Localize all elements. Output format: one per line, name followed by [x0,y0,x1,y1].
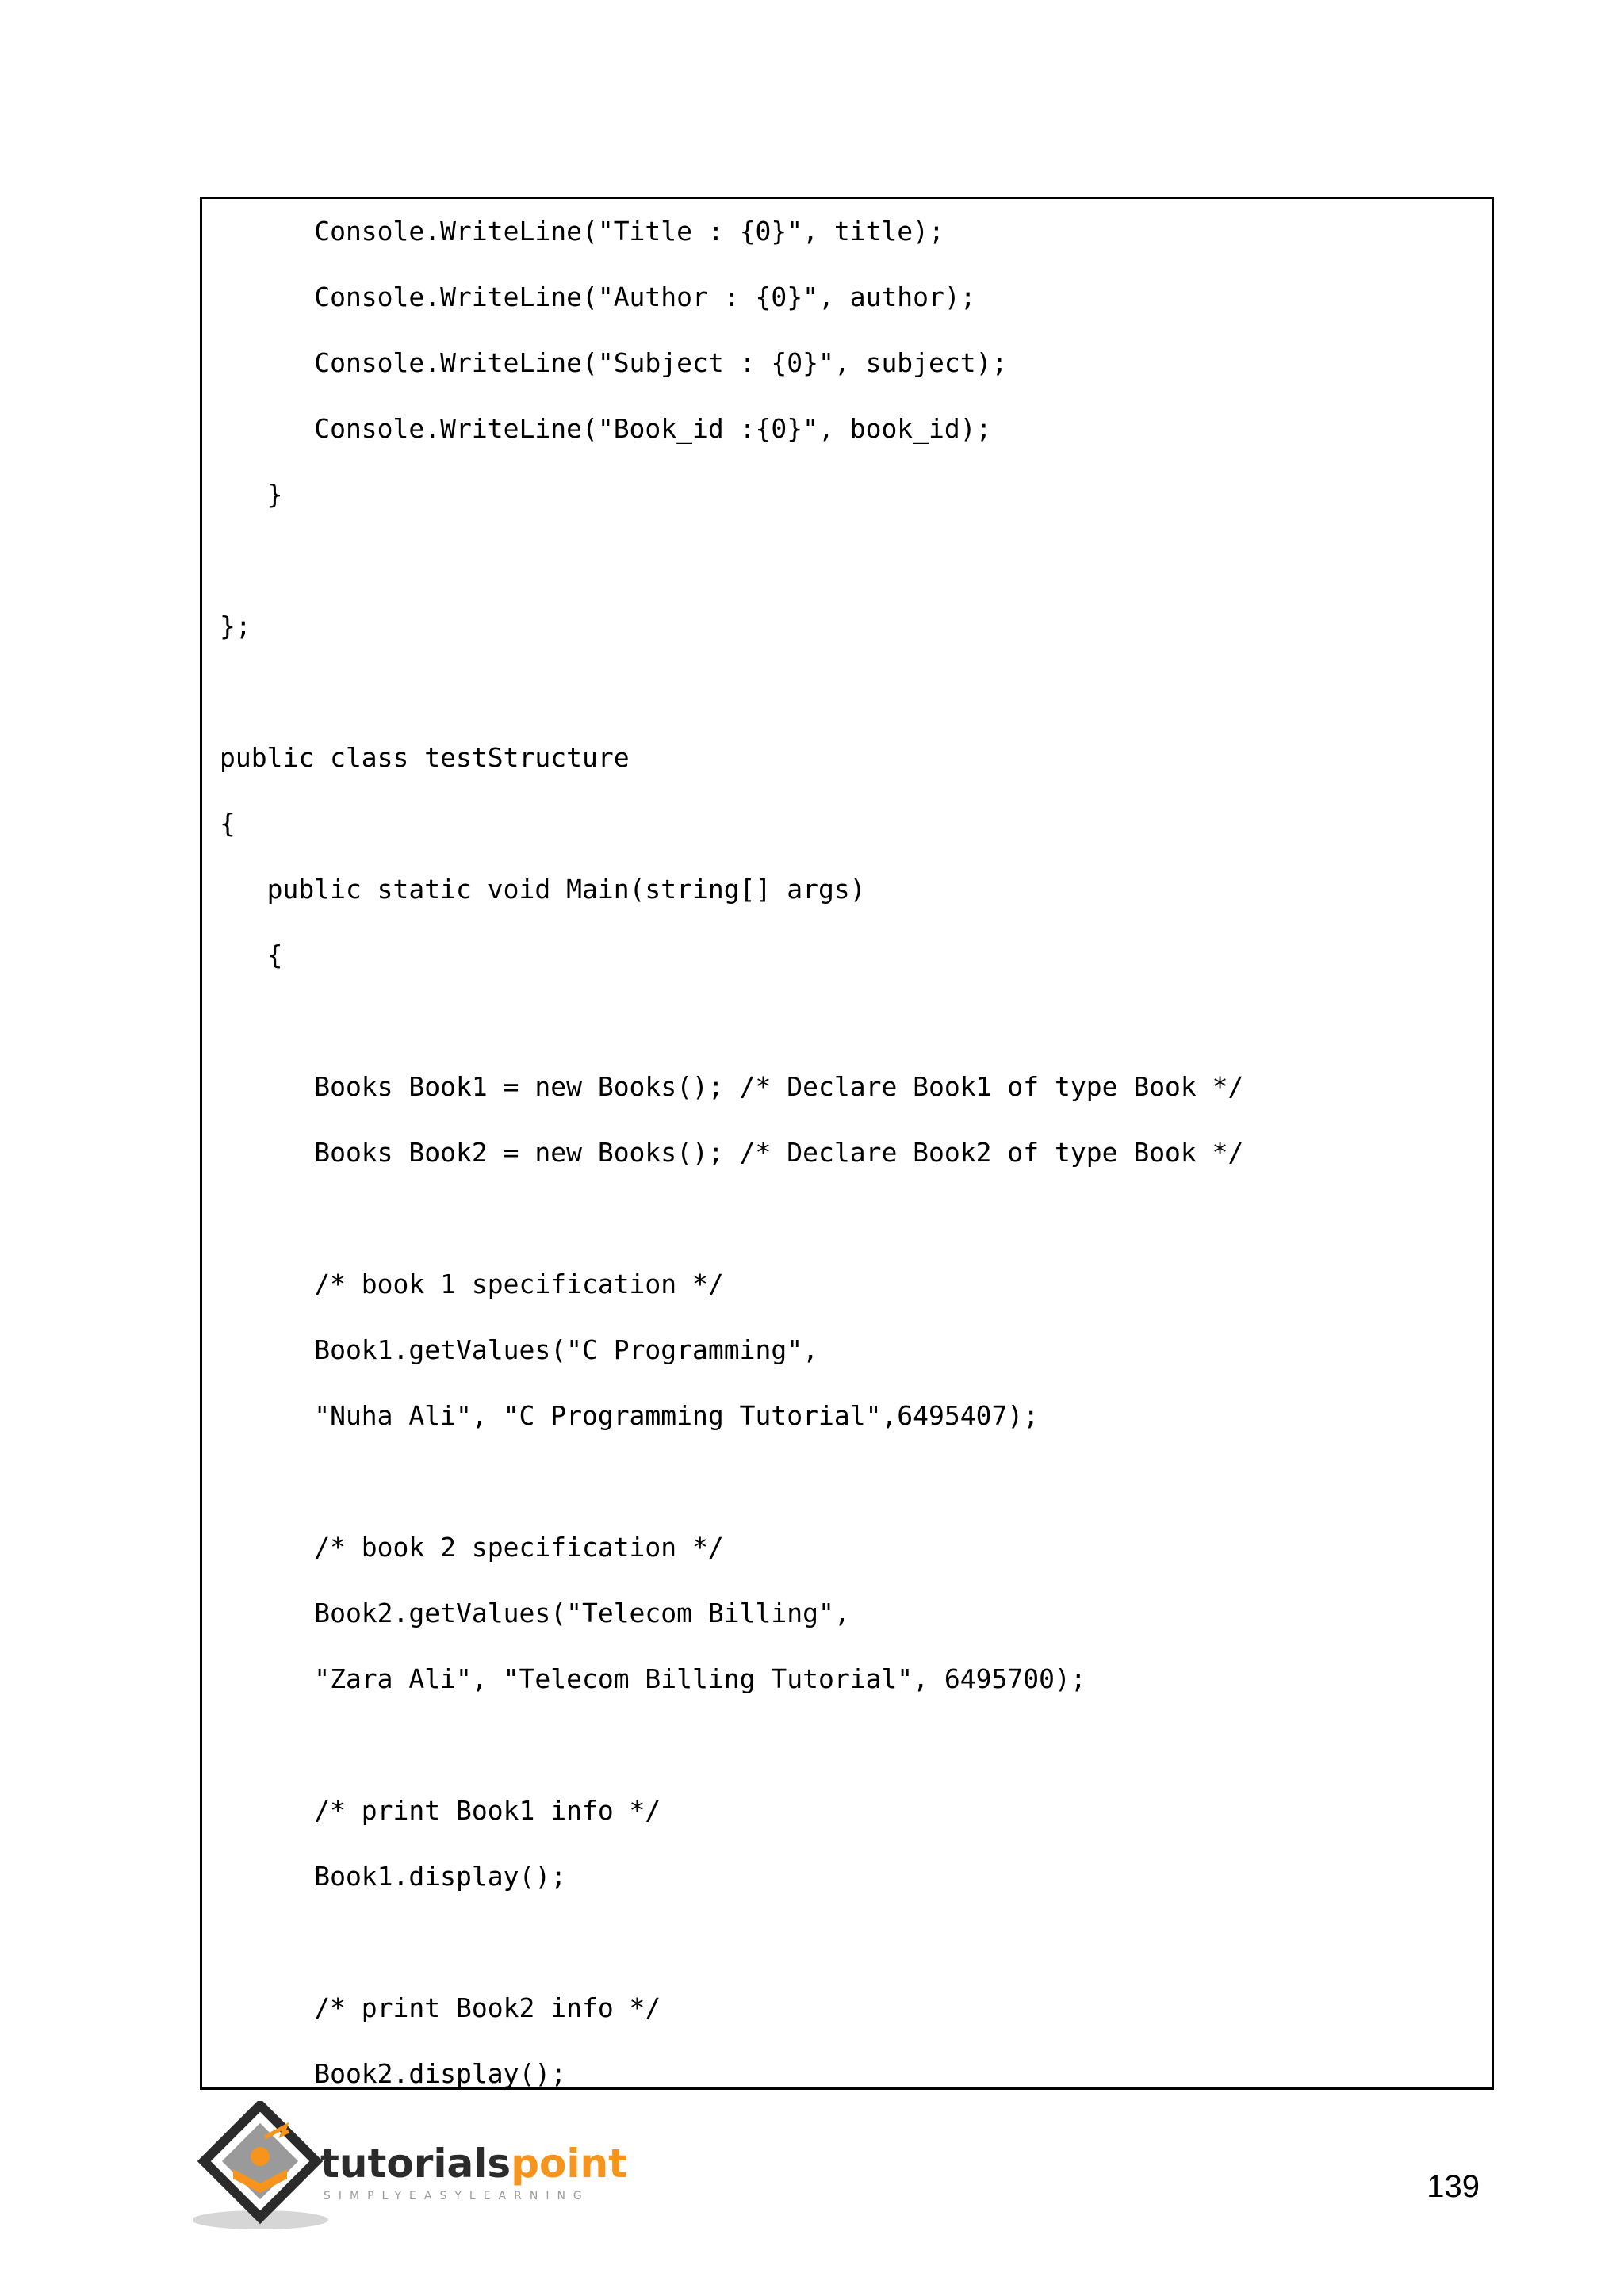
code-line: /* print Book1 info */ [220,1795,661,1826]
code-line: "Zara Ali", "Telecom Billing Tutorial", 6495700); [220,1663,1086,1694]
code-line: /* book 2 specification */ [220,1532,724,1563]
code-line: Book1.display(); [220,1861,567,1892]
code-line: Books Book2 = new Books(); /* Declare Book2 of type Book */ [220,1137,1244,1168]
code-line: Book2.display(); [220,2058,567,2089]
logo-wordmark [320,2141,627,2187]
code-line: Console.WriteLine("Book_id :{0}", book_id); [220,413,992,444]
logo-name-accent: point [511,2141,627,2187]
code-line: Book1.getValues("C Programming", [220,1334,818,1365]
logo-emblem-icon [197,2101,323,2224]
code-line: /* print Book2 info */ [220,1992,661,2023]
logo-head-icon [251,2147,270,2166]
code-line: /* book 1 specification */ [220,1269,724,1299]
code-line: { [220,808,236,839]
tutorialspoint-logo [193,2101,653,2236]
code-line: Console.WriteLine("Subject : {0}", subject); [220,347,1008,378]
code-block [200,197,1494,2090]
page-number: 139 [1427,2169,1480,2204]
code-line: }; [220,610,251,641]
code-line: public class testStructure [220,742,630,773]
code-line: Console.WriteLine("Author : {0}", author); [220,281,976,312]
code-line: } [220,479,283,510]
code-line: { [220,939,283,970]
code-line: "Nuha Ali", "C Programming Tutorial",6495407); [220,1400,1040,1431]
code-line: Books Book1 = new Books(); /* Declare Book1 of type Book */ [220,1071,1244,1102]
code-line: public static void Main(string[] args) [220,874,866,905]
code-line: Book2.getValues("Telecom Billing", [220,1598,850,1628]
logo-tagline: SIMPLYEASYLEARNING [324,2190,590,2202]
logo-name: tutorials [320,2141,511,2187]
code-line: Console.WriteLine("Title : {0}", title); [220,216,944,247]
